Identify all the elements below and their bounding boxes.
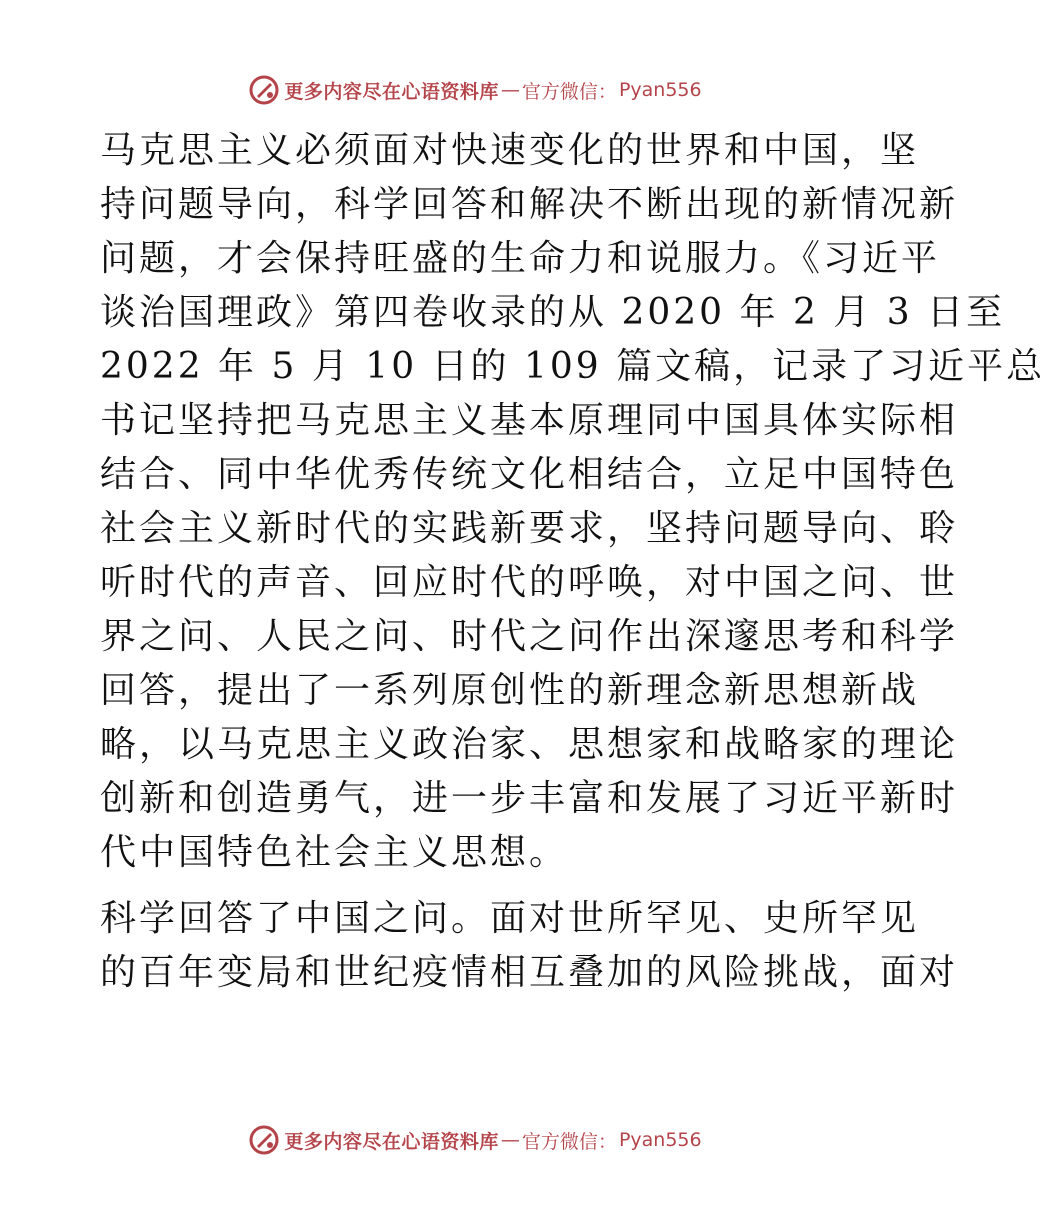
text-line: 略，以马克思主义政治家、思想家和战略家的理论: [100, 724, 959, 765]
watermark-title: 更多内容尽在心语资料库: [284, 80, 499, 103]
text-line: 创新和创造勇气，进一步丰富和发展了习近平新时: [100, 778, 959, 819]
text-line: 问题，才会保持旺盛的生命力和说服力。《习近平: [100, 238, 941, 279]
text-line: 代中国特色社会主义思想。: [100, 832, 569, 873]
text-line: 书记坚持把马克思主义基本原理同中国具体实际相: [100, 400, 959, 441]
text-line: 界之问、人民之问、时代之问作出深邃思考和科学: [100, 616, 959, 657]
text-line: 的百年变局和世纪疫情相互叠加的风险挑战，面对: [100, 952, 959, 993]
watermark-official-label: 官方微信：: [521, 1130, 617, 1153]
footer-watermark: [0, 1120, 950, 1160]
text-line: 持问题导向，科学回答和解决不断出现的新情况新: [100, 184, 959, 225]
watermark-wechat-id: Pyan556: [618, 79, 702, 101]
text-line: 听时代的声音、回应时代的呼唤，对中国之问、世: [100, 562, 959, 603]
watermark-title: 更多内容尽在心语资料库: [284, 1130, 499, 1153]
text-line: 回答，提出了一系列原创性的新理念新思想新战: [100, 670, 920, 711]
document-body: [100, 124, 1045, 1010]
logo-icon: [248, 74, 280, 106]
watermark-official-label: 官方微信：: [521, 80, 617, 103]
text-line: 马克思主义必须面对快速变化的世界和中国，坚: [100, 130, 920, 171]
text-line: 2022 年 5 月 10 日的 109 篇文稿，记录了习近平总: [100, 346, 1045, 387]
watermark-dash: —: [500, 79, 520, 101]
text-line: 谈治国理政》第四卷收录的从 2020 年 2 月 3 日至: [100, 292, 1006, 333]
header-watermark: [0, 70, 950, 110]
watermark-wechat-id: Pyan556: [618, 1129, 702, 1151]
text-line: 结合、同中华优秀传统文化相结合，立足中国特色: [100, 454, 959, 495]
logo-icon: [248, 1124, 280, 1156]
paragraph-1: [100, 124, 1045, 880]
paragraph-2: [100, 892, 959, 1000]
watermark-dash: —: [500, 1129, 520, 1151]
text-line: 科学回答了中国之问。面对世所罕见、史所罕见: [100, 898, 920, 939]
text-line: 社会主义新时代的实践新要求，坚持问题导向、聆: [100, 508, 959, 549]
